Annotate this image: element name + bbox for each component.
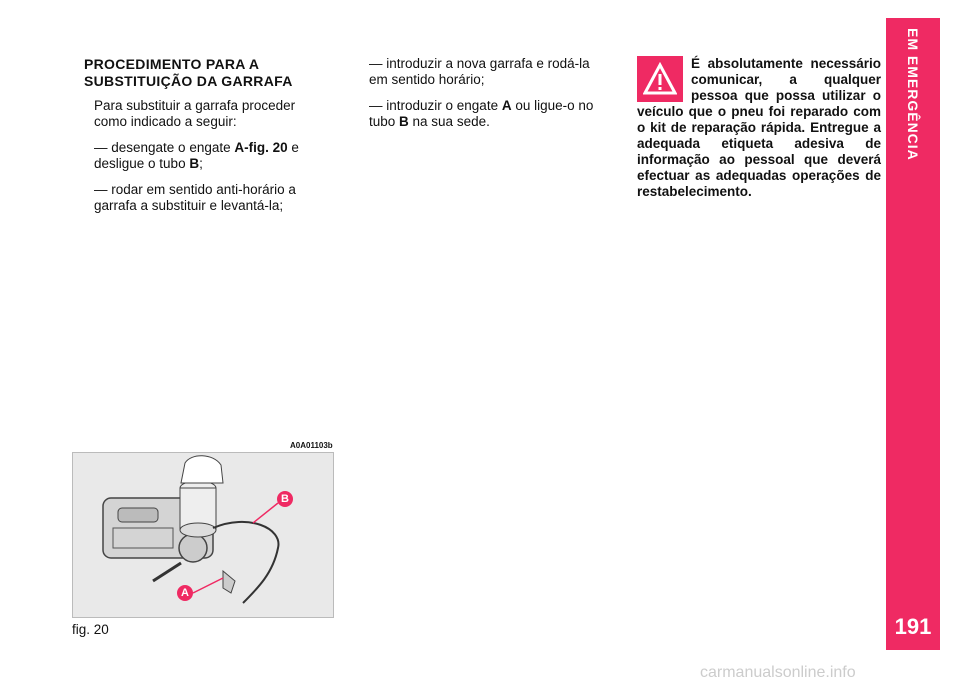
warning-text: É absolutamente necessário comunicar, a qualquer pessoa que possa utilizar o veículo que o pneu foi reparado com o kit de reparação rápida. Entregue a adequada etiqueta adesiva de informação ao pessoal que deverá efectuar as adequadas operações de restabelecimento. [637, 56, 881, 199]
section-sidebar [886, 18, 940, 650]
step-1-end: ; [199, 156, 203, 171]
warning-box [637, 56, 881, 200]
step-4-end: na sua sede. [408, 114, 490, 129]
step-4-mid: ou ligue-o no tubo [369, 98, 594, 129]
ref-a: A [501, 98, 512, 113]
section-title-text: EM EMERGÊNCIA [905, 28, 921, 161]
step-1-mid: e desligue o tubo [94, 140, 299, 171]
figure-illustration [72, 452, 334, 618]
page-number: 191 [894, 614, 932, 639]
step-1 [84, 140, 328, 172]
figure-caption: fig. 20 [72, 622, 109, 637]
step-4-pre: — introduzir o engate [369, 98, 502, 113]
label-a: A [177, 585, 193, 601]
figure-reference: A-fig. 20 [234, 140, 288, 155]
column-1 [84, 56, 328, 224]
step-2: — rodar em sentido anti-horário a garrafa a substituir e levantá-la; [94, 182, 296, 213]
section-heading [84, 56, 328, 90]
figure-code: A0A01103b [290, 441, 333, 450]
intro-paragraph: Para substituir a garrafa proceder como indicado a seguir: [94, 98, 296, 129]
heading-line-1: PROCEDIMENTO PARA A [84, 56, 260, 72]
step-4 [359, 98, 603, 130]
heading-line-2: SUBSTITUIÇÃO DA GARRAFA [84, 73, 293, 89]
label-b: B [277, 491, 293, 507]
step-3: — introduzir a nova garrafa e rodá-la em sentido horário; [369, 56, 590, 87]
column-2 [359, 56, 603, 140]
section-title [886, 28, 940, 508]
watermark: carmanualsonline.info [700, 664, 856, 681]
step-1-pre: — desengate o engate [94, 140, 235, 155]
ref-b: B [189, 156, 200, 171]
warning-icon [637, 56, 683, 102]
ref-b-2: B [399, 114, 409, 129]
compressor-kit-illustration [73, 453, 333, 617]
